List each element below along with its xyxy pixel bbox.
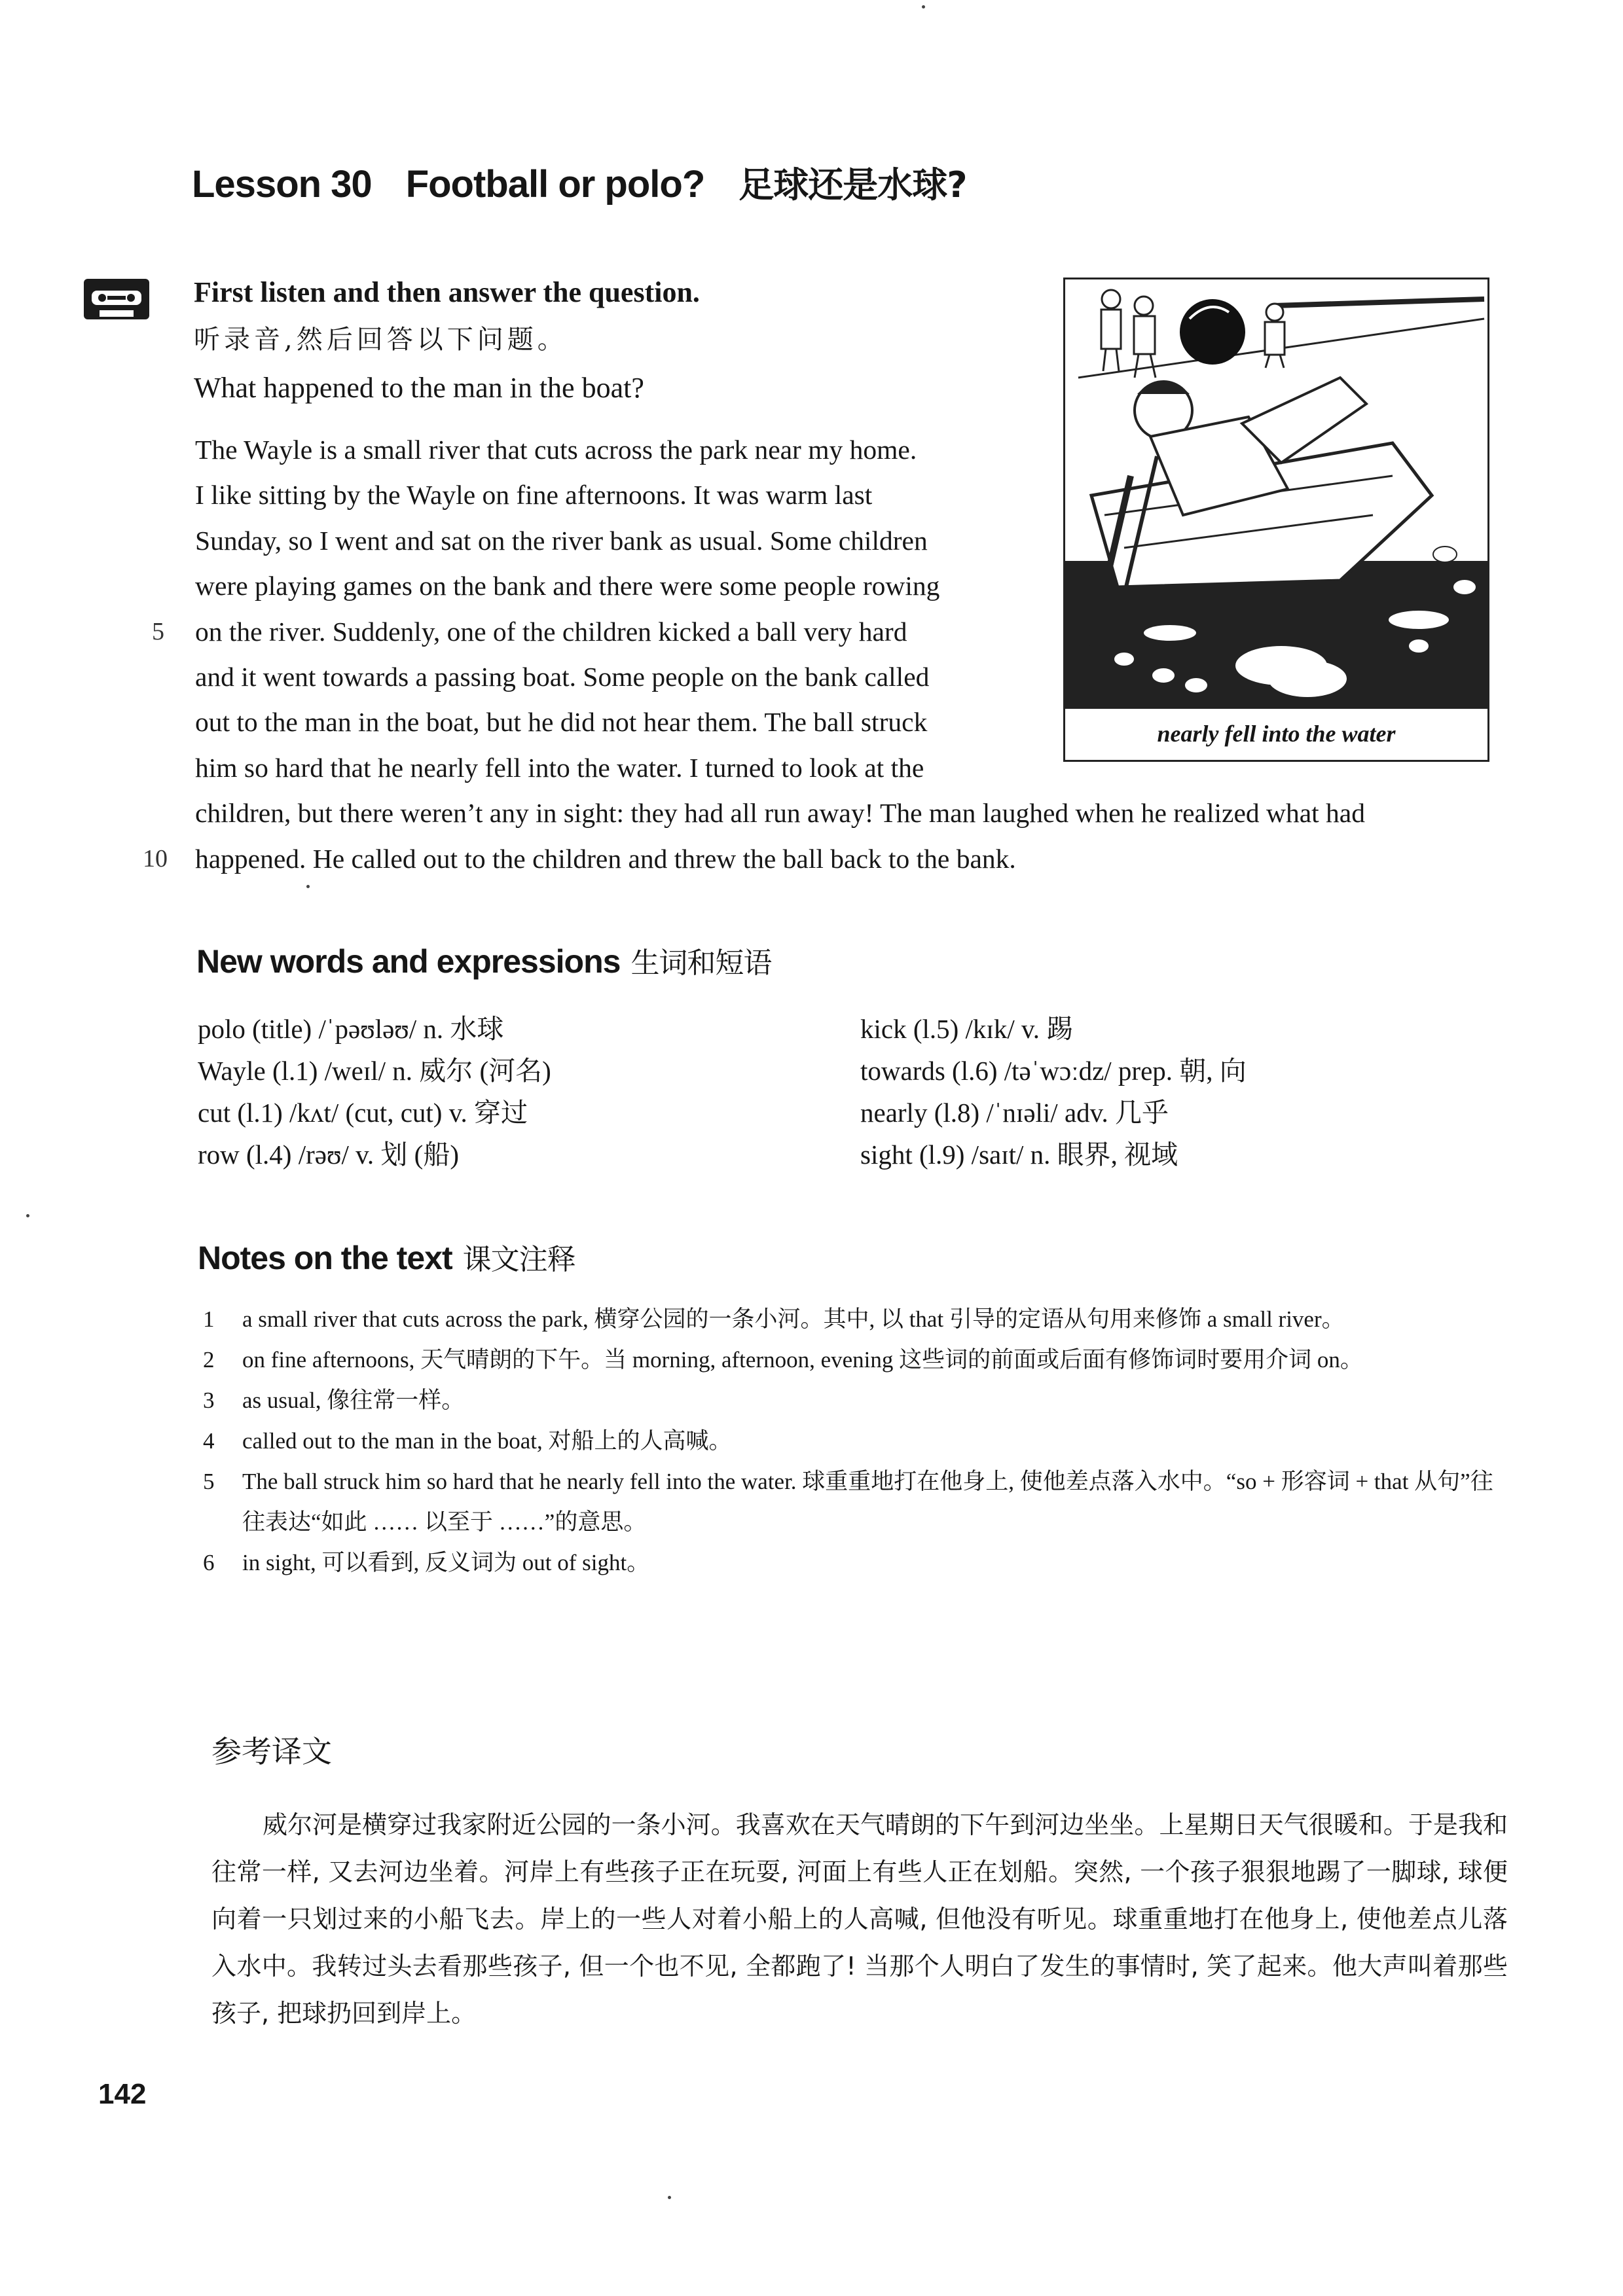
notes-heading [198,1236,575,1278]
lesson-title [192,157,1001,207]
note-item [203,1299,1512,1340]
note-text: on fine afternoons, 天气晴朗的下午。当 morning, afternoon, evening 这些词的前面或后面有修饰词时要用介词 on。 [242,1347,1363,1372]
notes-heading-en: Notes on the text [198,1240,452,1276]
vocab-entry: row (l.4) /rəʊ/ v. 划 (船) [198,1139,459,1170]
story-line: The Wayle is a small river that cuts across the park near my home. [195,435,917,465]
story-line: him so hard that he nearly fell into the water. I turned to look at the [195,752,924,783]
translation-heading: 参考译文 [211,1734,332,1769]
story-line: and it went towards a passing boat. Some people on the bank called [195,662,930,692]
story-line: on the river. Suddenly, one of the children kicked a ball very hard [195,616,907,647]
vocab-entry: sight (l.9) /saɪt/ n. 眼界, 视域 [860,1139,1178,1170]
note-number: 6 [203,1550,215,1575]
instruction-cn: 听录音,然后回答以下问题。 [194,325,568,355]
note-number: 3 [203,1388,215,1413]
vocab-entry: towards (l.6) /təˈwɔːdz/ prep. 朝, 向 [860,1056,1247,1086]
lesson-title-en: Football or polo? [405,163,705,206]
notes-list [203,1299,1512,1583]
vocab-entry: polo (title) /ˈpəʊləʊ/ n. 水球 [198,1014,504,1044]
vocab-entry: Wayle (l.1) /weɪl/ n. 威尔 (河名) [198,1056,551,1086]
cassette-tape-icon [82,278,151,321]
note-text: in sight, 可以看到, 反义词为 out of sight。 [242,1550,650,1575]
vocabulary-heading-cn: 生词和短语 [630,946,772,980]
note-item [203,1340,1512,1380]
lesson-number: Lesson 30 [192,163,372,206]
scan-mark [26,1214,29,1217]
note-item [203,1380,1512,1421]
line-number-10: 10 [143,845,168,872]
note-text: The ball struck him so hard that he nearly fell into the water. 球重重地打在他身上, 使他差点落入水中。“so + 形容词 + that 从句”往往表达“如此 …… 以至于 ……”的意思。 [242,1469,1493,1535]
illustration-caption: nearly fell into the water [1065,707,1487,760]
instruction-en: First listen and then answer the question. [194,276,700,308]
vocabulary-heading-en: New words and expressions [196,943,621,980]
vocab-entry: nearly (l.8) /ˈnɪəli/ adv. 几乎 [860,1098,1169,1128]
story-line: happened. He called out to the children and threw the ball back to the bank. [195,843,1016,874]
story-line: I like sitting by the Wayle on fine afternoons. It was warm last [195,480,873,511]
story-line: were playing games on the bank and there were some people rowing [195,571,940,601]
page-number: 142 [98,2078,147,2110]
note-number: 2 [203,1347,215,1372]
story-text [195,427,1518,882]
translation-text: 威尔河是横穿过我家附近公园的一条小河。我喜欢在天气晴朗的下午到河边坐坐。上星期日天气很暖和。于是我和往常一样, 又去河边坐着。河岸上有些孩子正在玩耍, 河面上有些人正在划船。突然, 一个孩子狠狠地踢了一脚球, 球便向着一只划过来的小船飞去。岸上的一些人对着小船上的人高喊, 但他没有听见。球重重地打在他身上, 使他差点儿落入水中。我转过头去看那些孩子, 但一个也不见, 全都跑了! 当那个人明白了发生的事情时, 笑了起来。他大声叫着那些孩子, 把球扔回到岸上。 [211,1810,1508,2028]
scan-mark [306,885,310,888]
note-item [203,1462,1512,1543]
vocabulary-left-column [198,1008,551,1175]
scan-mark [668,2196,671,2199]
vocabulary-right-column [860,1008,1247,1175]
story-line: Sunday, so I went and sat on the river bank as usual. Some children [195,525,928,556]
story-line: out to the man in the boat, but he did not hear them. The ball struck [195,707,928,738]
note-number: 4 [203,1428,215,1454]
vocabulary-heading [196,939,771,981]
vocab-entry: cut (l.1) /kʌt/ (cut, cut) v. 穿过 [198,1098,528,1128]
note-item [203,1421,1512,1462]
note-text: a small river that cuts across the park, 横穿公园的一条小河。其中, 以 that 引导的定语从句用来修饰 a small river。 [242,1306,1345,1332]
note-number: 5 [203,1469,215,1494]
note-text: as usual, 像往常一样。 [242,1388,465,1413]
vocab-entry: kick (l.5) /kɪk/ v. 踢 [860,1014,1074,1044]
notes-heading-cn: 课文注释 [462,1243,575,1276]
story-line: children, but there weren’t any in sight: they had all run away! The man laughed when he realized what had [195,798,1365,829]
lesson-title-cn: 足球还是水球? [739,164,967,206]
listening-intro [194,268,1032,412]
note-text: called out to the man in the boat, 对船上的人高喊。 [242,1428,732,1454]
scan-mark [922,5,925,9]
question: What happened to the man in the boat? [194,372,644,404]
note-number: 1 [203,1306,215,1332]
line-number-5: 5 [152,618,164,645]
note-item [203,1543,1512,1583]
